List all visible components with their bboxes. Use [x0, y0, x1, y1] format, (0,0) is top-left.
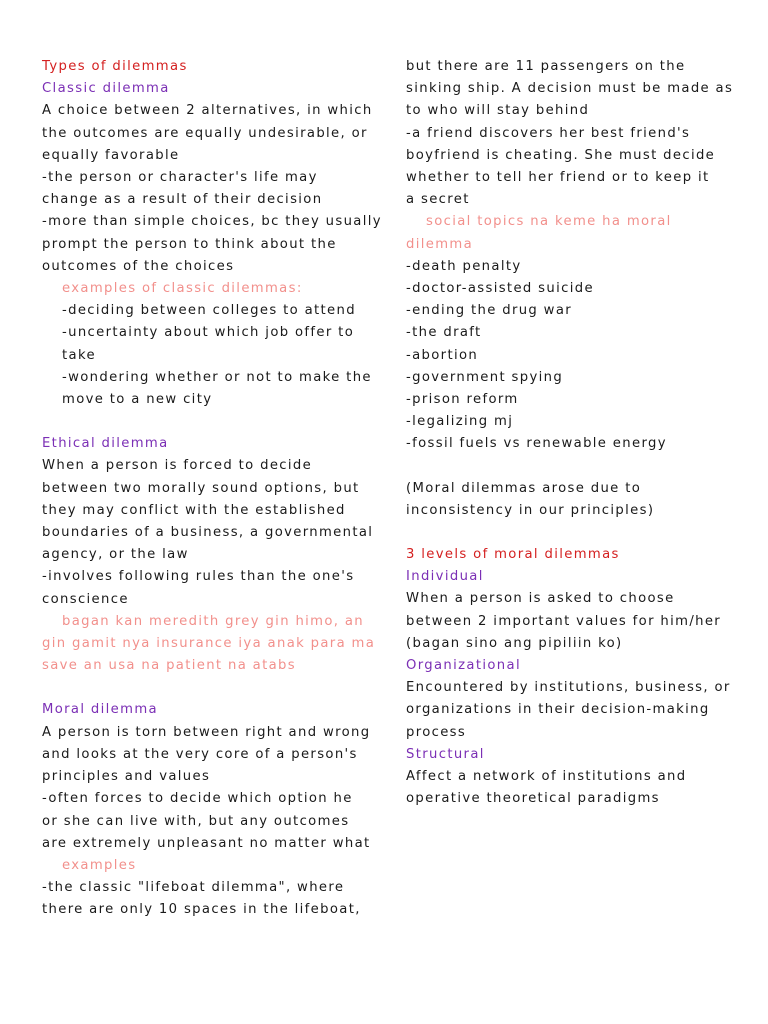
note-line: operative theoretical paradigms — [406, 791, 660, 807]
note-line: -doctor-assisted suicide — [406, 281, 594, 297]
note-line: organizations in their decision-making — [406, 702, 710, 718]
subheading-ethical-dilemma: Ethical dilemma — [42, 436, 169, 452]
note-line: -the draft — [406, 325, 482, 341]
note-line: -wondering whether or not to make the — [62, 369, 372, 385]
note-line: -uncertainty about which job offer to — [62, 325, 355, 341]
note-line: boundaries of a business, a governmental — [42, 525, 374, 541]
note-line: conscience — [42, 591, 129, 607]
note-line: outcomes of the choices — [42, 258, 235, 274]
side-note-line: social topics na keme ha moral — [426, 214, 672, 230]
right-column — [406, 56, 751, 811]
note-line: -a friend discovers her best friend's — [406, 125, 691, 141]
note-line: -the classic "lifeboat dilemma", where — [42, 880, 345, 896]
side-note-line: bagan kan meredith grey gin himo, an — [62, 613, 365, 629]
note-line: inconsistency in our principles) — [406, 502, 655, 518]
note-line: and looks at the very core of a person's — [42, 746, 358, 762]
note-line: principles and values — [42, 769, 211, 785]
note-line: move to a new city — [62, 392, 213, 408]
side-note-line: save an usa na patient na atabs — [42, 658, 297, 674]
subheading-structural: Structural — [406, 746, 485, 762]
note-line: process — [406, 724, 467, 740]
note-line: change as a result of their decision — [42, 192, 323, 208]
note-line: Affect a network of institutions and — [406, 769, 687, 785]
note-line: a secret — [406, 192, 470, 208]
side-note-line: dilemma — [406, 236, 474, 252]
note-line: agency, or the law — [42, 547, 189, 563]
note-line: are extremely unpleasant no matter what — [42, 835, 371, 851]
subheading-classic-dilemma: Classic dilemma — [42, 81, 170, 97]
note-line: -prison reform — [406, 392, 519, 408]
note-line: When a person is forced to decide — [42, 458, 313, 474]
side-note-line: examples of classic dilemmas: — [62, 281, 303, 297]
note-line: (Moral dilemmas arose due to — [406, 480, 642, 496]
spacer — [42, 677, 387, 699]
note-line: A person is torn between right and wrong — [42, 724, 371, 740]
note-line: to who will stay behind — [406, 103, 590, 119]
section-title-types-of-dilemmas: Types of dilemmas — [42, 59, 188, 74]
note-line: (bagan sino ang pipiliin ko) — [406, 635, 623, 651]
note-line: -government spying — [406, 369, 564, 385]
note-line: between 2 important values for him/her — [406, 613, 722, 629]
note-line: -fossil fuels vs renewable energy — [406, 436, 667, 452]
note-line: between two morally sound options, but — [42, 480, 360, 496]
note-line: -ending the drug war — [406, 303, 573, 319]
side-note-line: gin gamit nya insurance iya anak para ma — [42, 636, 376, 652]
note-line: -the person or character's life may — [42, 170, 318, 186]
left-column — [42, 56, 387, 922]
note-line: or she can live with, but any outcomes — [42, 813, 350, 829]
note-line: whether to tell her friend or to keep it — [406, 170, 710, 186]
note-line: sinking ship. A decision must be made as — [406, 81, 734, 97]
note-line: -death penalty — [406, 258, 522, 274]
subheading-moral-dilemma: Moral dilemma — [42, 702, 158, 718]
note-line: When a person is asked to choose — [406, 591, 675, 607]
note-line: -involves following rules than the one's — [42, 569, 355, 585]
note-line: the outcomes are equally undesirable, or — [42, 125, 368, 141]
note-line: equally favorable — [42, 147, 180, 163]
note-line: there are only 10 spaces in the lifeboat, — [42, 902, 361, 918]
note-line: -abortion — [406, 347, 479, 363]
note-line: but there are 11 passengers on the — [406, 59, 686, 74]
note-line: -deciding between colleges to attend — [62, 303, 356, 319]
note-line: -more than simple choices, bc they usually — [42, 214, 382, 230]
note-line: A choice between 2 alternatives, in which — [42, 103, 373, 119]
note-line: Encountered by institutions, business, or — [406, 680, 731, 696]
side-note-line: examples — [62, 857, 137, 873]
spacer — [406, 522, 751, 544]
subheading-individual: Individual — [406, 569, 484, 585]
note-line: -often forces to decide which option he — [42, 791, 353, 807]
spacer — [42, 411, 387, 433]
note-line: take — [62, 347, 96, 363]
note-line: prompt the person to think about the — [42, 236, 337, 252]
section-title-3-levels-of-moral-dilemmas: 3 levels of moral dilemmas — [406, 547, 620, 563]
note-line: they may conflict with the established — [42, 502, 346, 518]
subheading-organizational: Organizational — [406, 658, 521, 674]
note-line: -legalizing mj — [406, 414, 514, 430]
note-line: boyfriend is cheating. She must decide — [406, 147, 716, 163]
spacer — [406, 456, 751, 478]
